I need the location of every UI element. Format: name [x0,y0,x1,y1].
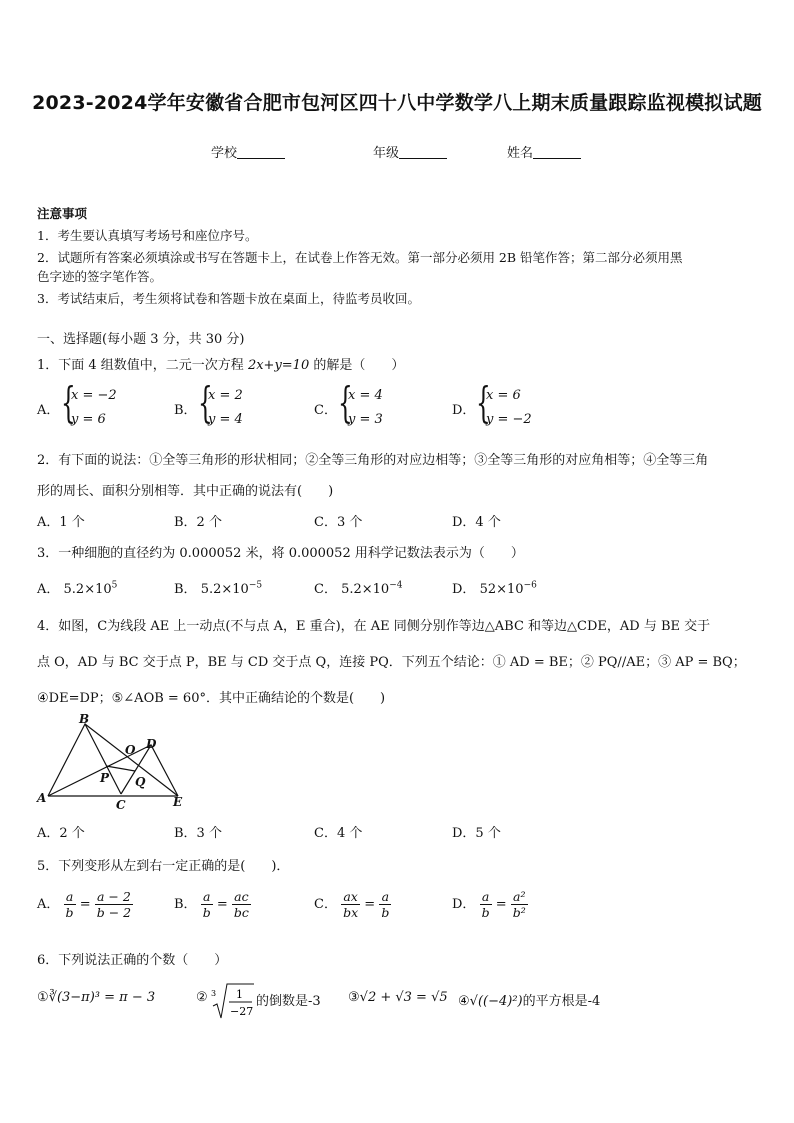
q5-option-c[interactable]: C． $\frac{ax}{bx}$ = $\frac{a}{b}$ [314,889,390,920]
label-p: P [100,771,110,785]
fraction: $\frac{a}{b}$ [481,889,490,920]
question-4-line: ④DE=DP；⑤∠AOB = 60°．其中正确结论的个数是( ) [37,691,386,706]
triangle-abc [48,724,121,796]
segment-pq [106,766,135,771]
fraction: $\frac{a}{b}$ [381,889,390,920]
cube-root-expression: ∛(3−π)³ = π − 3 [48,990,156,1005]
equation: 2x+y=10 [247,358,310,373]
q3-option-c[interactable]: C． $5.2\times 10^{-4}$ [314,580,403,597]
name-field[interactable] [507,142,581,161]
question-3-stem: 3．一种细胞的直径约为 0.000052 米，将 0.000052 用科学记数法表示为（ ） [37,546,524,561]
brace-icon: { [476,378,491,427]
brace-icon: { [198,378,213,427]
label-c: C [116,798,126,812]
notice-item: 2．试题所有答案必须填涂或书写在答题卡上，在试卷上作答无效。第一部分必须用 2B 铅笔作答；第二部分必须用黑 [37,250,683,265]
q2-option-c[interactable]: C．3 个 [314,515,363,530]
q5-option-b[interactable]: B． $\frac{a}{b}$ = $\frac{ac}{bc}$ [174,889,249,920]
school-label: 学校 [211,146,238,161]
svg-text:3: 3 [211,989,217,998]
q4-option-d[interactable]: D．5 个 [452,826,501,841]
q4-option-a[interactable]: A．2 个 [37,826,85,841]
q1-option-d[interactable]: D． { x = 6 y = −2 [452,378,532,427]
notice-heading: 注意事项 [37,206,88,221]
q6-statement-3: ③√2 + √3 = √5 [348,990,448,1005]
svg-text:1: 1 [236,988,243,1001]
sqrt-expression: √2 + √3 = √5 [359,990,448,1005]
label-e: E [173,795,183,809]
fraction: $\frac{\text{a²}}{\text{b²}}$ [512,889,526,920]
school-field[interactable] [211,142,285,161]
q1-option-a[interactable]: A． { x = −2 y = 6 [37,378,117,427]
segment-be [85,724,178,796]
fraction: $\frac{a}{b}$ [202,889,211,920]
label-d: D [146,737,157,751]
label-a: A [37,791,47,805]
q3-option-a[interactable]: A． $5.2\times 10^5$ [37,580,118,597]
q2-option-d[interactable]: D．4 个 [452,515,501,530]
page-title: 2023-2024学年安徽省合肥市包河区四十八中学数学八上期末质量跟踪监视模拟试题 [32,92,762,114]
grade-label: 年级 [373,146,400,161]
question-2-line: 形的周长、面积分别相等．其中正确的说法有( ) [37,484,334,499]
cube-root-icon [210,982,254,1022]
question-1-stem: 1．下面 4 组数值中，二元一次方程 2x+y=10 的解是（ ） [37,358,405,373]
q2-option-b[interactable]: B．2 个 [174,515,222,530]
brace-icon: { [61,378,76,427]
brace-icon: { [338,378,353,427]
label-q: Q [135,775,146,789]
triangle-figure [34,712,194,812]
q4-option-b[interactable]: B．3 个 [174,826,222,841]
q2-option-a[interactable]: A．1 个 [37,515,85,530]
question-6-stem: 6．下列说法正确的个数（ ） [37,953,228,968]
q6-statement-1: ①∛(3−π)³ = π − 3 [37,990,156,1005]
svg-text:−27: −27 [230,1005,254,1018]
question-5-stem: 5．下列变形从左到右一定正确的是( )． [37,859,290,874]
q6-statement-4: ④√((−4)²)的平方根是-4 [458,994,601,1009]
q3-option-b[interactable]: B． $5.2\times 10^{-5}$ [174,580,263,597]
grade-field[interactable] [373,142,447,161]
fraction: $\frac{ac}{bc}$ [233,889,249,920]
question-4-line: 点 O，AD 与 BC 交于点 P，BE 与 CD 交于点 Q，连接 PQ．下列五个结论：① AD = BE；② PQ//AE；③ AP = BQ； [37,655,746,670]
q1-option-c[interactable]: C． { x = 4 y = 3 [314,378,383,427]
q3-option-d[interactable]: D． $52\times 10^{-6}$ [452,580,537,597]
notice-item: 1．考生要认真填写考场号和座位序号。 [37,228,258,243]
notice-item: 3．考试结束后，考生须将试卷和答题卡放在桌面上，待监考员收回。 [37,291,420,306]
label-b: B [79,712,90,726]
q5-option-a[interactable]: A． $\frac{a}{b}$ = $\frac{a - 2}{b - 2}$ [37,889,132,920]
q4-option-c[interactable]: C．4 个 [314,826,363,841]
notice-item: 色字迹的签字笔作答。 [37,269,163,284]
question-2-line: 2．有下面的说法：①全等三角形的形状相同；②全等三角形的对应边相等；③全等三角形的对应角相等；④全等三角 [37,453,709,468]
fraction: $\frac{a}{b}$ [65,889,74,920]
question-4-line: 4．如图，C为线段 AE 上一动点(不与点 A，E 重合)，在 AE 同侧分别作等边△ABC 和等边△CDE，AD 与 BE 交于 [37,619,711,634]
label-o: O [125,743,136,757]
name-label: 姓名 [507,146,534,161]
section-heading: 一、选择题(每小题 3 分，共 30 分) [37,332,245,347]
sqrt-icon: √((−4)²) [469,994,523,1009]
fraction: $\frac{ax}{bx}$ [343,889,359,920]
q5-option-d[interactable]: D． $\frac{a}{b}$ = $\frac{\text{a²}}{\text{b²}}$ [452,889,526,920]
fraction: $\frac{a - 2}{b - 2}$ [96,889,132,920]
q1-option-b[interactable]: B． { x = 2 y = 4 [174,378,243,427]
